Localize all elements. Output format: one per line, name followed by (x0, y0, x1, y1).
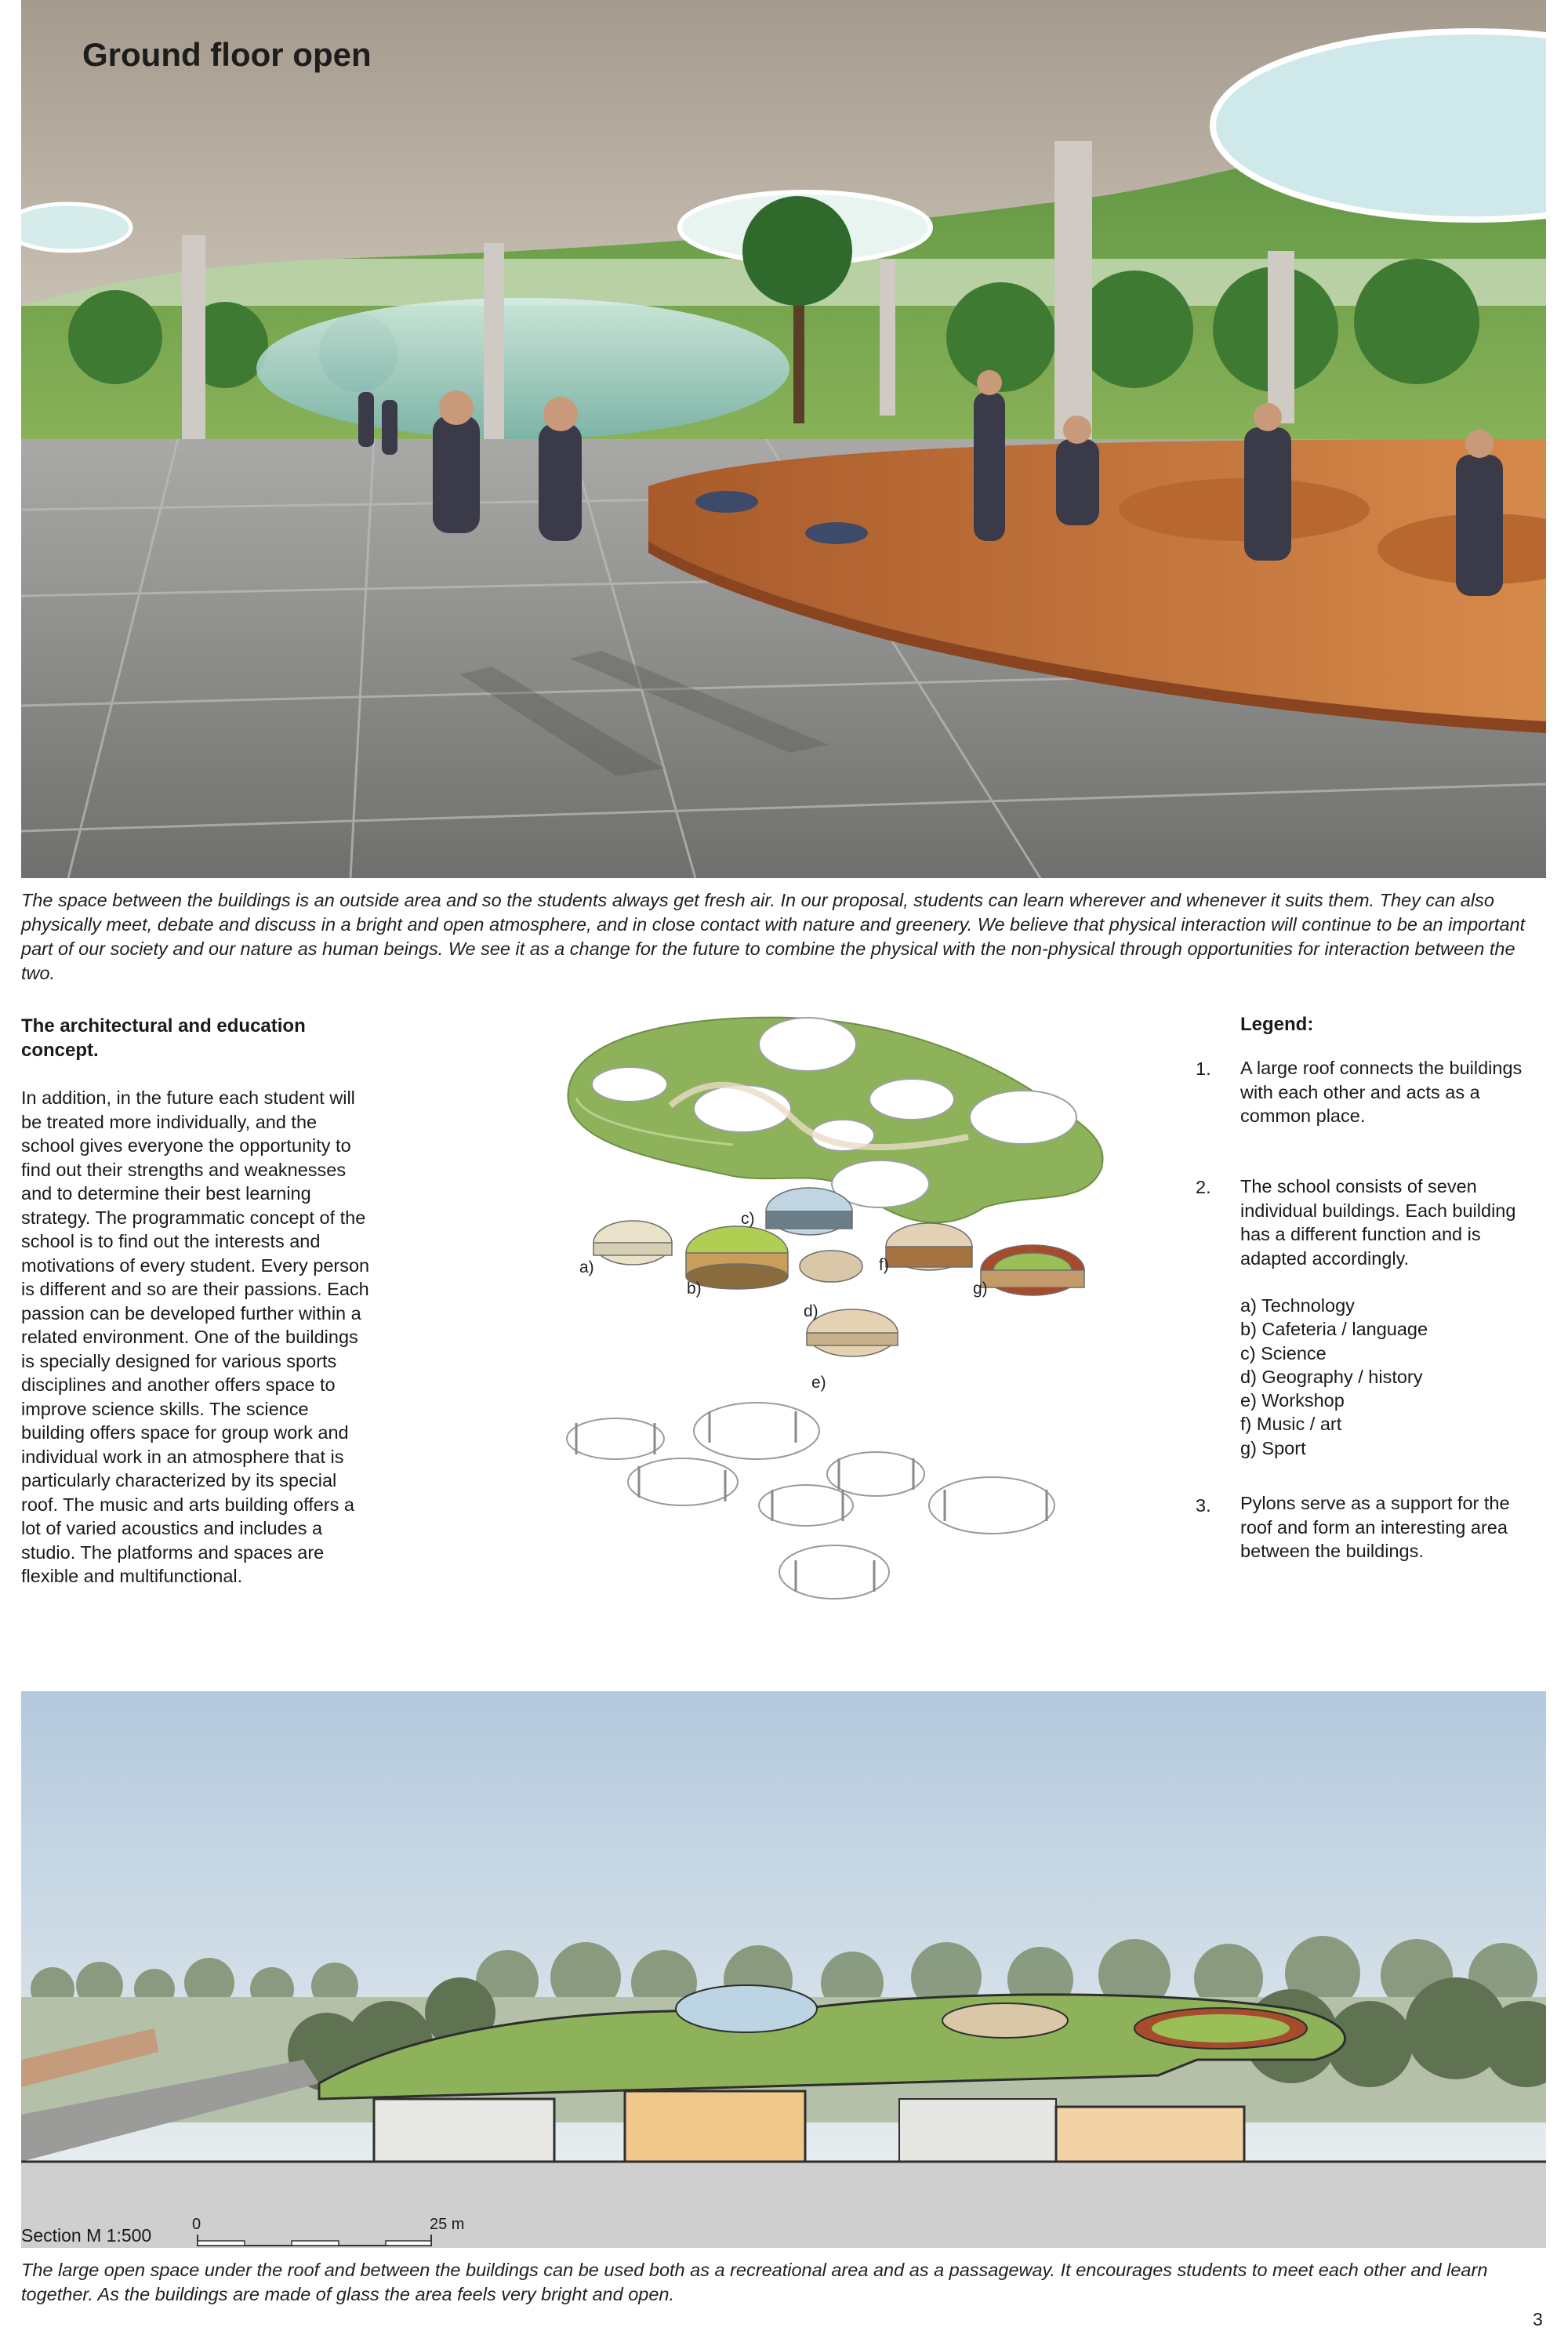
legend-item-text: The school consists of seven individual buildings. Each building has a different function and is adapted accordingly. (1240, 1176, 1516, 1269)
function-list-item: c) Science (1240, 1343, 1327, 1363)
function-list-item: g) Sport (1240, 1438, 1306, 1458)
diagram-label-d: d) (804, 1302, 818, 1320)
section-scale-label: Section M 1:500 (21, 2225, 152, 2246)
diagram-label-f: f) (879, 1256, 889, 1274)
section-caption: The large open space under the roof and between the buildings can be used both as a recreational area and as a passageway. It encourages students to meet each other and learn together. As the buildings are made of glass the area feels very bright and open. (21, 2260, 1488, 2304)
scale-bar-start-label: 0 (192, 2216, 201, 2233)
function-list-item: e) Workshop (1240, 1390, 1345, 1411)
pylon-layer (567, 1403, 1054, 1599)
hero-render-image (21, 0, 1546, 878)
legend-number: 2. (1196, 1177, 1211, 1197)
diagram-label-c: c) (741, 1210, 755, 1228)
hero-caption: The space between the buildings is an outside area and so the students always get fresh air. In our proposal, students can learn wherever and whenever it suits them. They can also physically meet, debate and discuss in a bright and open atmosphere, and in close contact with nature and greenery. We believe that physical interaction will continue to be an important part of our society and our nature as human beings. We see it as a change for the future to combine the physical with the non-physical through opportunities for interaction between the two. (21, 890, 1526, 983)
scale-bar (196, 2231, 439, 2249)
concept-heading: The architectural and education concept. (21, 1015, 306, 1061)
function-list-item: a) Technology (1240, 1295, 1355, 1316)
roof-layer (568, 1018, 1102, 1223)
function-list-item: f) Music / art (1240, 1414, 1342, 1434)
legend-item-text: Pylons serve as a support for the roof and form an interesting area between the buildings. (1240, 1493, 1510, 1561)
page-number: 3 (1533, 2309, 1543, 2329)
section-drawing-image (21, 1691, 1546, 2248)
building-layer (593, 1188, 1084, 1356)
diagram-label-a: a) (579, 1258, 594, 1276)
function-list-item: b) Cafeteria / language (1240, 1319, 1428, 1339)
diagram-label-e: e) (811, 1374, 826, 1392)
legend-title: Legend: (1240, 1014, 1314, 1035)
pylon-posts (576, 1411, 1047, 1592)
diagram-label-g: g) (973, 1280, 988, 1298)
legend-item-text: A large roof connects the buildings with each other and acts as a common place. (1240, 1058, 1523, 1126)
exploded-axonometric-diagram (561, 1004, 1109, 1662)
legend-number: 3. (1196, 1495, 1211, 1516)
page-title: Ground floor open (82, 36, 372, 73)
diagram-label-b: b) (687, 1280, 702, 1298)
scale-bar-end-label: 25 m (430, 2216, 465, 2233)
function-list-item: d) Geography / history (1240, 1367, 1423, 1387)
concept-body: In addition, in the future each student will be treated more individually, and the school gives everyone the opportunity to find out their strengths and weaknesses and to determine their best learning strategy. The programmatic concept of the school is to find out the interests and motivations of every student. Every person is different and so are their passions. Each passion can be developed further within a related environment. One of the buildings is specially designed for various sports disciplines and another offers space to improve science skills. The science building offers space for group work and individual work in an atmosphere that is particularly characterized by its special roof. The music and arts building offers a lot of varied acoustics and includes a studio. The platforms and spaces are flexible and multifunctional. (21, 1087, 370, 1586)
legend-number: 1. (1196, 1058, 1211, 1079)
